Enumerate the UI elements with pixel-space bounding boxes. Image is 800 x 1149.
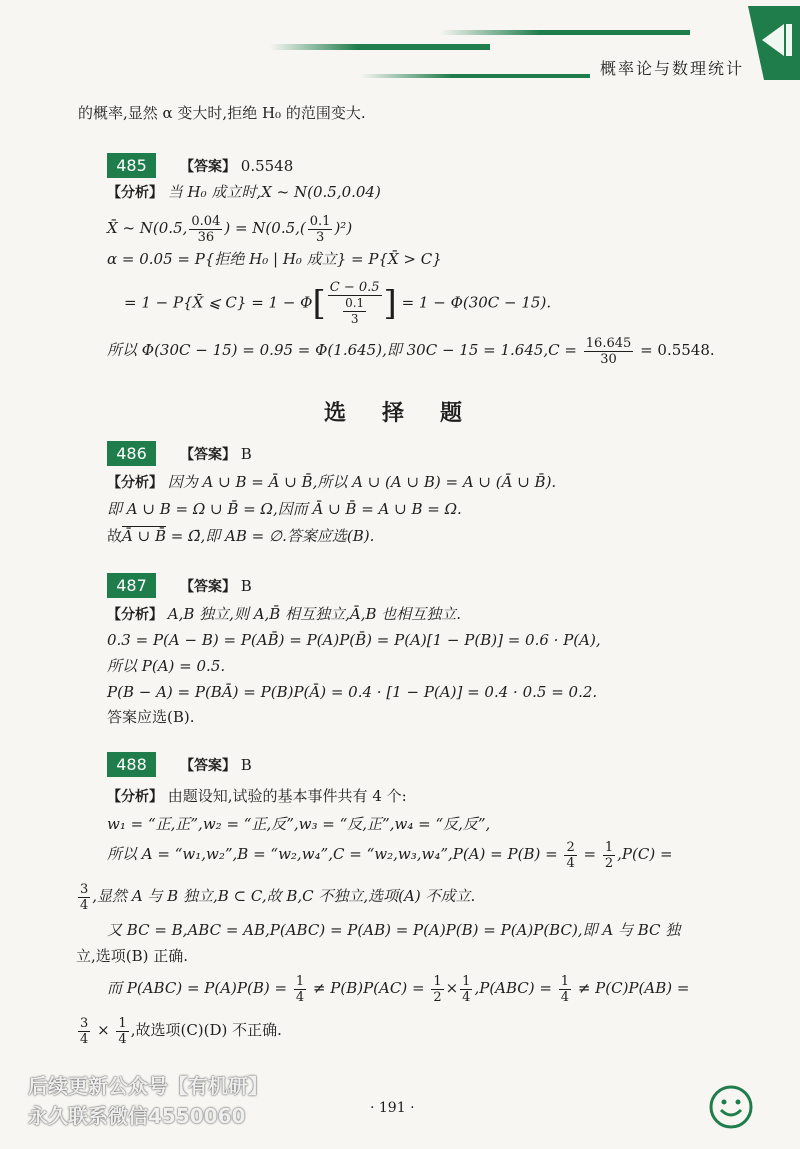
math-text: = 1 − Φ(30C − 15). (401, 293, 552, 312)
math-text: 因为 A ∪ B = Ā ∪ B̄,所以 A ∪ (A ∪ B) = A ∪ (Ā ∪ B̄). (167, 473, 557, 491)
fraction: $\frac{3}{4}$ (80, 881, 89, 913)
problem-485-badge: 485 (107, 153, 156, 178)
problem-488-badge: 488 (107, 752, 156, 777)
analysis-tag: 【分析】 (107, 607, 163, 623)
math-text: = Ω̄,即 AB = ∅.答案应选(B). (165, 527, 375, 545)
math-text: = 1 − P{X̄ ⩽ C} = 1 − Φ (124, 293, 313, 312)
problem-486-line2: 即 A ∪ B = Ω ∪ B̄ = Ω,因而 Ā ∪ B̄ = A ∪ B = Ω. (107, 500, 462, 518)
problem-488-line6: 立,选项(B) 正确. (76, 947, 189, 965)
math-text: ) = N(0.5,( (224, 219, 306, 237)
smiley-icon (708, 1084, 754, 1130)
math-text: ≠ P(C)P(AB) = (577, 979, 690, 997)
fraction: $\frac{0.1}{3}$ (309, 213, 331, 245)
math-text: A,B 独立,则 A,B̄ 相互独立,Ā,B 也相互独立. (167, 605, 462, 623)
analysis-tag: 【分析】 (107, 185, 163, 201)
corner-tab-icon (738, 6, 800, 80)
answer-tag: 【答案】 (180, 758, 236, 774)
problem-488-line2: w₁ = “正,正”,w₂ = “正,反”,w₃ = “反,正”,w₄ = “反,反”, (107, 815, 491, 833)
math-text: = (583, 845, 597, 863)
math-text: 所以 Φ(30C − 15) = 0.95 = Φ(1.645),即 30C − 15 = 1.645,C = (107, 341, 577, 359)
math-text: ≠ P(B)P(AC) = (312, 979, 425, 997)
answer-tag: 【答案】 (180, 447, 236, 463)
analysis-tag: 【分析】 (107, 789, 163, 805)
math-text: × (445, 979, 459, 997)
problem-487-line2: 0.3 = P(A − B) = P(AB̄) = P(A)P(B̄) = P(A)[1 − P(B)] = 0.6 · P(A), (107, 631, 601, 649)
problem-485-line5 (107, 334, 715, 367)
answer-tag: 【答案】 (180, 159, 236, 175)
problem-487-badge: 487 (107, 573, 156, 598)
fraction: $\frac{1}{2}$ (604, 839, 614, 871)
math-text: ,P(C) = (617, 845, 673, 863)
math-text: 由题设知,试验的基本事件共有 4 个: (167, 787, 407, 805)
header-title: 概率论与数理统计 (600, 59, 745, 78)
problem-488-line1 (107, 786, 407, 807)
analysis-tag: 【分析】 (107, 475, 163, 491)
problem-488-line5: 又 BC = B,ABC = AB,P(ABC) = P(AB) = P(A)P(B) = P(A)P(BC),即 A 与 BC 独 (107, 921, 681, 939)
problem-485-line1 (107, 182, 381, 203)
fraction: $\frac{1}{4}$ (295, 973, 305, 1005)
problem-486-answer (180, 444, 252, 465)
fraction: $\frac{0.04}{36}$ (191, 213, 221, 245)
problem-488-line8 (76, 1014, 282, 1047)
section-title: 选择题 (324, 400, 499, 426)
math-text: 当 H₀ 成立时,X ~ N(0.5,0.04) (167, 183, 381, 201)
header-rule-3 (360, 74, 590, 78)
math-text: × (97, 1021, 110, 1039)
fraction: $\frac{1}{4}$ (118, 1015, 127, 1047)
watermark-line1: 后续更新公众号【有机研】 (28, 1074, 268, 1098)
math-text: ,P(ABC) = (474, 979, 552, 997)
fraction: $\frac{1}{2}$ (433, 973, 442, 1005)
page-number: · 191 · (370, 1100, 415, 1116)
fraction: $\frac{C - 0.5}{\frac{0.1}{3}}$ (329, 280, 380, 326)
header-rule-2 (270, 44, 490, 50)
problem-487-line3: 所以 P(A) = 0.5. (107, 657, 226, 675)
math-text: )²) (334, 219, 353, 237)
header-rule-1 (440, 30, 690, 35)
fraction: $\frac{2}{4}$ (566, 839, 575, 871)
answer-value: B (240, 445, 252, 463)
problem-488-line3 (107, 838, 673, 871)
math-text: ,显然 A 与 B 独立,B ⊂ C,故 B,C 不独立,选项(A) 不成立. (92, 887, 476, 905)
math-text: 故 (107, 527, 123, 545)
problem-488-line7 (107, 972, 689, 1005)
problem-487-answer (180, 576, 252, 597)
math-text: 所以 A = “w₁,w₂”,B = “w₂,w₄”,C = “w₂,w₃,w₄”,P(A) = P(B) = (107, 845, 558, 863)
answer-value: B (240, 577, 252, 595)
fraction: $\frac{1}{4}$ (560, 973, 570, 1005)
fraction: $\frac{16.645}{30}$ (585, 335, 632, 367)
problem-485-answer (180, 156, 293, 177)
problem-486-line1 (107, 472, 556, 493)
problem-486-badge: 486 (107, 441, 156, 466)
problem-486-line3 (107, 526, 374, 546)
math-text: X̄ ~ N(0.5, (107, 219, 188, 237)
answer-value: B (240, 756, 252, 774)
math-text: ,故选项(C)(D) 不正确. (130, 1021, 282, 1039)
fraction: $\frac{3}{4}$ (80, 1015, 89, 1047)
problem-485-line3: α = 0.05 = P{拒绝 H₀ | H₀ 成立} = P{X̄ > C} (107, 250, 442, 268)
math-text: 而 P(ABC) = P(A)P(B) = (107, 979, 288, 997)
problem-488-answer (180, 755, 252, 776)
problem-485-line2 (107, 212, 352, 245)
problem-488-line4 (76, 880, 475, 913)
math-text: = 0.5548. (640, 341, 715, 359)
problem-487-line5: 答案应选(B). (107, 708, 195, 726)
fraction: $\frac{1}{4}$ (462, 973, 471, 1005)
problem-487-line4: P(B − A) = P(BĀ) = P(B)P(Ā) = 0.4 · [1 − P(A)] = 0.4 · 0.5 = 0.2. (107, 683, 598, 701)
watermark-line2: 永久联系微信4550060 (28, 1104, 246, 1128)
answer-value: 0.5548 (240, 157, 294, 175)
answer-tag: 【答案】 (180, 579, 236, 595)
math-text: Ā ∪ B̄ (122, 527, 166, 545)
top-continuation: 的概率,显然 α 变大时,拒绝 H₀ 的范围变大. (78, 104, 366, 122)
problem-485-line4: = 1 − P{X̄ ⩽ C} = 1 − Φ[ $\frac{C - 0.5}{\frac{0.1}{3}}$ ] = 1 − Φ(30C − 15). (124, 280, 552, 326)
problem-487-line1 (107, 604, 461, 625)
